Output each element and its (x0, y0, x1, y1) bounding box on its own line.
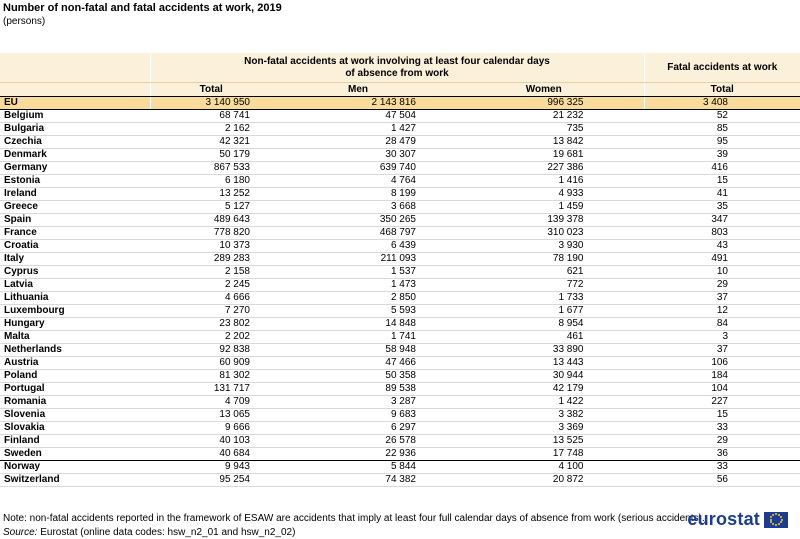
men-cell: 22 936 (272, 448, 444, 461)
flag-star (772, 523, 774, 525)
country-cell: Croatia (0, 240, 150, 253)
total-cell: 131 717 (150, 383, 272, 396)
total-cell: 2 162 (150, 123, 272, 136)
total-cell: 40 103 (150, 435, 272, 448)
women-cell: 1 416 (444, 175, 644, 188)
men-cell: 2 143 816 (272, 97, 444, 110)
women-cell: 3 930 (444, 240, 644, 253)
header-fatal-total: Total (644, 83, 800, 97)
source-text: Eurostat (online data codes: hsw_n2_01 and hsw_n2_02) (37, 527, 296, 538)
country-cell: Slovenia (0, 409, 150, 422)
men-cell: 1 473 (272, 279, 444, 292)
men-cell: 1 537 (272, 266, 444, 279)
total-cell: 23 802 (150, 318, 272, 331)
women-cell: 19 681 (444, 149, 644, 162)
country-cell: Cyprus (0, 266, 150, 279)
men-cell: 58 948 (272, 344, 444, 357)
table-row (0, 253, 800, 266)
men-cell: 468 797 (272, 227, 444, 240)
table-row (0, 409, 800, 422)
table-row (0, 292, 800, 305)
women-cell: 461 (444, 331, 644, 344)
country-cell: Estonia (0, 175, 150, 188)
men-cell: 6 297 (272, 422, 444, 435)
country-cell: Hungary (0, 318, 150, 331)
total-cell: 3 140 950 (150, 97, 272, 110)
country-cell: Finland (0, 435, 150, 448)
women-cell: 17 748 (444, 448, 644, 461)
men-cell: 6 439 (272, 240, 444, 253)
women-cell: 13 525 (444, 435, 644, 448)
total-cell: 42 321 (150, 136, 272, 149)
flag-star (780, 521, 782, 523)
women-cell: 621 (444, 266, 644, 279)
eurostat-logo-text: eurostat (687, 509, 760, 529)
men-cell: 211 093 (272, 253, 444, 266)
men-cell: 47 466 (272, 357, 444, 370)
total-cell: 9 943 (150, 461, 272, 474)
country-cell: Belgium (0, 110, 150, 123)
men-cell: 4 764 (272, 175, 444, 188)
table-row (0, 240, 800, 253)
men-cell: 8 199 (272, 188, 444, 201)
table-row (0, 136, 800, 149)
header-total: Total (150, 83, 272, 97)
table-row (0, 149, 800, 162)
fatal-cell: 95 (644, 136, 800, 149)
women-cell: 33 890 (444, 344, 644, 357)
total-cell: 95 254 (150, 474, 272, 487)
country-cell: Slovakia (0, 422, 150, 435)
total-cell: 13 252 (150, 188, 272, 201)
country-cell: France (0, 227, 150, 240)
women-cell: 78 190 (444, 253, 644, 266)
source-line (3, 527, 295, 538)
header-column-row (0, 83, 800, 97)
table-row (0, 266, 800, 279)
country-cell: Latvia (0, 279, 150, 292)
table-row (0, 422, 800, 435)
header-blank (0, 53, 150, 83)
total-cell: 489 643 (150, 214, 272, 227)
women-cell: 227 386 (444, 162, 644, 175)
header-country (0, 83, 150, 97)
country-cell: EU (0, 97, 150, 110)
fatal-cell: 84 (644, 318, 800, 331)
table-row (0, 175, 800, 188)
total-cell: 5 127 (150, 201, 272, 214)
total-cell: 50 179 (150, 149, 272, 162)
fatal-cell: 52 (644, 110, 800, 123)
country-cell: Greece (0, 201, 150, 214)
header-men: Men (272, 83, 444, 97)
men-cell: 3 287 (272, 396, 444, 409)
men-cell: 639 740 (272, 162, 444, 175)
eu-flag-icon (764, 512, 788, 528)
flag-star (781, 519, 783, 521)
country-cell: Switzerland (0, 474, 150, 487)
table-row (0, 188, 800, 201)
total-cell: 4 666 (150, 292, 272, 305)
total-cell: 867 533 (150, 162, 272, 175)
fatal-cell: 416 (644, 162, 800, 175)
men-cell: 89 538 (272, 383, 444, 396)
country-cell: Spain (0, 214, 150, 227)
women-cell: 1 459 (444, 201, 644, 214)
men-cell: 74 382 (272, 474, 444, 487)
country-cell: Italy (0, 253, 150, 266)
fatal-cell: 43 (644, 240, 800, 253)
flag-star (772, 514, 774, 516)
table-row (0, 214, 800, 227)
accidents-table (0, 53, 800, 487)
women-cell: 1 422 (444, 396, 644, 409)
table-row (0, 123, 800, 136)
women-cell: 8 954 (444, 318, 644, 331)
women-cell: 1 733 (444, 292, 644, 305)
men-cell: 3 668 (272, 201, 444, 214)
fatal-cell: 35 (644, 201, 800, 214)
women-cell: 30 944 (444, 370, 644, 383)
table-row (0, 227, 800, 240)
flag-star (770, 516, 772, 518)
table-row (0, 396, 800, 409)
table-row (0, 305, 800, 318)
fatal-cell: 15 (644, 175, 800, 188)
fatal-cell: 29 (644, 435, 800, 448)
fatal-cell: 33 (644, 461, 800, 474)
total-cell: 60 909 (150, 357, 272, 370)
women-cell: 21 232 (444, 110, 644, 123)
table-row (0, 474, 800, 487)
women-cell: 3 382 (444, 409, 644, 422)
men-cell: 28 479 (272, 136, 444, 149)
country-cell: Ireland (0, 188, 150, 201)
header-group-nonfatal: Non-fatal accidents at work involving at least four calendar days of absence from work (150, 53, 644, 83)
women-cell: 20 872 (444, 474, 644, 487)
total-cell: 4 709 (150, 396, 272, 409)
fatal-cell: 347 (644, 214, 800, 227)
women-cell: 1 677 (444, 305, 644, 318)
total-cell: 289 283 (150, 253, 272, 266)
fatal-cell: 12 (644, 305, 800, 318)
women-cell: 13 842 (444, 136, 644, 149)
fatal-cell: 803 (644, 227, 800, 240)
men-cell: 9 683 (272, 409, 444, 422)
table-row (0, 357, 800, 370)
country-cell: Norway (0, 461, 150, 474)
table-row (0, 370, 800, 383)
flag-star (778, 523, 780, 525)
men-cell: 5 844 (272, 461, 444, 474)
flag-star (775, 513, 777, 515)
table-row (0, 435, 800, 448)
total-cell: 778 820 (150, 227, 272, 240)
country-cell: Luxembourg (0, 305, 150, 318)
total-cell: 40 684 (150, 448, 272, 461)
fatal-cell: 56 (644, 474, 800, 487)
men-cell: 26 578 (272, 435, 444, 448)
fatal-cell: 227 (644, 396, 800, 409)
fatal-cell: 15 (644, 409, 800, 422)
table-row (0, 461, 800, 474)
men-cell: 5 593 (272, 305, 444, 318)
total-cell: 2 245 (150, 279, 272, 292)
men-cell: 1 427 (272, 123, 444, 136)
women-cell: 996 325 (444, 97, 644, 110)
fatal-cell: 184 (644, 370, 800, 383)
country-cell: Bulgaria (0, 123, 150, 136)
country-cell: Denmark (0, 149, 150, 162)
total-cell: 13 065 (150, 409, 272, 422)
men-cell: 30 307 (272, 149, 444, 162)
fatal-cell: 104 (644, 383, 800, 396)
women-cell: 735 (444, 123, 644, 136)
women-cell: 13 443 (444, 357, 644, 370)
total-cell: 81 302 (150, 370, 272, 383)
source-label: Source: (3, 527, 38, 538)
country-cell: Sweden (0, 448, 150, 461)
women-cell: 42 179 (444, 383, 644, 396)
women-cell: 3 369 (444, 422, 644, 435)
fatal-cell: 3 408 (644, 97, 800, 110)
men-cell: 350 265 (272, 214, 444, 227)
country-cell: Portugal (0, 383, 150, 396)
fatal-cell: 491 (644, 253, 800, 266)
total-cell: 68 741 (150, 110, 272, 123)
women-cell: 139 378 (444, 214, 644, 227)
flag-star (775, 524, 777, 526)
fatal-cell: 3 (644, 331, 800, 344)
fatal-cell: 37 (644, 292, 800, 305)
fatal-cell: 39 (644, 149, 800, 162)
page-subtitle: (persons) (3, 16, 46, 27)
flag-star (780, 516, 782, 518)
table-row (0, 383, 800, 396)
total-cell: 9 666 (150, 422, 272, 435)
total-cell: 10 373 (150, 240, 272, 253)
table-row (0, 331, 800, 344)
total-cell: 7 270 (150, 305, 272, 318)
country-cell: Czechia (0, 136, 150, 149)
fatal-cell: 29 (644, 279, 800, 292)
table-row (0, 97, 800, 110)
women-cell: 4 100 (444, 461, 644, 474)
women-cell: 310 023 (444, 227, 644, 240)
table-row (0, 318, 800, 331)
men-cell: 14 848 (272, 318, 444, 331)
country-cell: Poland (0, 370, 150, 383)
fatal-cell: 10 (644, 266, 800, 279)
country-cell: Netherlands (0, 344, 150, 357)
table-row (0, 110, 800, 123)
fatal-cell: 106 (644, 357, 800, 370)
flag-star (770, 519, 772, 521)
total-cell: 92 838 (150, 344, 272, 357)
total-cell: 2 202 (150, 331, 272, 344)
men-cell: 47 504 (272, 110, 444, 123)
women-cell: 4 933 (444, 188, 644, 201)
country-cell: Germany (0, 162, 150, 175)
table-row (0, 201, 800, 214)
table-row (0, 279, 800, 292)
men-cell: 1 741 (272, 331, 444, 344)
footnote: Note: non-fatal accidents reported in the framework of ESAW are accidents that imply at least four full calendar days of absence from work (serious accidents). (3, 513, 705, 524)
fatal-cell: 85 (644, 123, 800, 136)
page-title: Number of non-fatal and fatal accidents at work, 2019 (3, 2, 282, 14)
fatal-cell: 36 (644, 448, 800, 461)
fatal-cell: 37 (644, 344, 800, 357)
fatal-cell: 33 (644, 422, 800, 435)
eurostat-logo (687, 509, 788, 530)
header-women: Women (444, 83, 644, 97)
men-cell: 2 850 (272, 292, 444, 305)
table-row (0, 448, 800, 461)
country-cell: Austria (0, 357, 150, 370)
women-cell: 772 (444, 279, 644, 292)
men-cell: 50 358 (272, 370, 444, 383)
fatal-cell: 41 (644, 188, 800, 201)
country-cell: Lithuania (0, 292, 150, 305)
table-row (0, 162, 800, 175)
total-cell: 6 180 (150, 175, 272, 188)
table-body (0, 97, 800, 487)
header-group-fatal: Fatal accidents at work (644, 53, 800, 83)
total-cell: 2 158 (150, 266, 272, 279)
table-row (0, 344, 800, 357)
country-cell: Romania (0, 396, 150, 409)
country-cell: Malta (0, 331, 150, 344)
header-group-row (0, 53, 800, 83)
